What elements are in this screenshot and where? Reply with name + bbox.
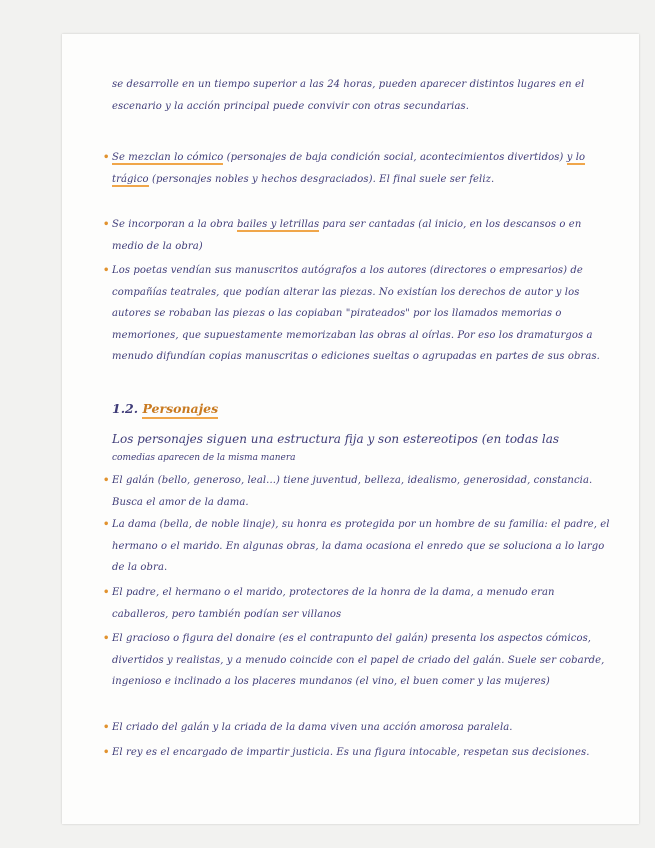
paragraph-continuation <box>112 74 612 117</box>
bullet-dash: • <box>103 219 110 230</box>
highlight-bailes: bailes y letrillas <box>237 219 320 230</box>
bullet-dash: • <box>103 747 110 758</box>
paragraph-text: se desarrolle en un tiempo superior a las 24 horas, pueden aparecer distintos lugares en el escenario y la acción principal puede convivir con otras secundarias. <box>112 79 585 112</box>
item-text: (personajes de baja condición social, acontecimientos divertidos) <box>223 152 567 163</box>
item-text: Los poetas vendían sus manuscritos autógrafos a los autores (directores o empresarios) de compañías teatrales, que podían alterar las piezas. No existían los derechos de autor y los autores se robaban las piezas o las copiaban "pirateados" por los llamados memorias o memoriones, que supuestamente memorizaban las obras al oírlas. Por eso los dramaturgos a menudo difundían copias manuscritas o ediciones sueltas o agrupadas en partes de sus obras. <box>112 265 600 362</box>
list-item <box>103 582 612 625</box>
bullet-dash: • <box>103 722 110 733</box>
bullet-dash: • <box>103 152 110 163</box>
item-text: El criado del galán y la criada de la dama viven una acción amorosa paralela. <box>112 722 513 733</box>
list-item <box>103 470 612 513</box>
bullet-dash: • <box>103 633 110 644</box>
item-text: Se incorporan a la obra <box>112 219 237 230</box>
item-text: El rey es el encargado de impartir justicia. Es una figura intocable, respetan sus decisiones. <box>112 747 590 758</box>
bullet-dash: • <box>103 475 110 486</box>
list-item <box>103 214 612 257</box>
list-item <box>103 628 612 693</box>
item-text: para ser cantadas (al inicio, en los descansos o en medio de la obra) <box>112 219 582 252</box>
section-heading <box>112 401 218 416</box>
bullet-dash: • <box>103 265 110 276</box>
list-item <box>103 717 612 739</box>
bullet-dash: • <box>103 519 110 530</box>
list-item <box>103 147 612 190</box>
list-item <box>103 742 612 764</box>
intro-main: Los personajes siguen una estructura fija y son estereotipos (en todas las <box>112 432 560 446</box>
list-item <box>103 260 612 368</box>
highlight-tragico: y lo trágico <box>112 152 586 185</box>
notebook-page <box>62 34 639 824</box>
item-text: La dama (bella, de noble linaje), su honra es protegida por un hombre de su familia: el padre, el hermano o el marido. En algunas obras, la dama ocasiona el enredo que se soluciona a lo largo de la obra. <box>112 519 610 573</box>
intro-sub: comedias aparecen de la misma manera <box>112 453 296 463</box>
bullet-dash: • <box>103 587 110 598</box>
section-number: 1.2. <box>112 401 139 416</box>
section-intro <box>112 429 592 466</box>
item-text: El padre, el hermano o el marido, protectores de la honra de la dama, a menudo eran caballeros, pero también podían ser villanos <box>112 587 555 620</box>
item-text: El galán (bello, generoso, leal...) tiene juventud, belleza, idealismo, generosidad, constancia. Busca el amor de la dama. <box>112 475 593 508</box>
item-text: El gracioso o figura del donaire (es el contrapunto del galán) presenta los aspectos cómicos, divertidos y realistas, y a menudo coincide con el papel de criado del galán. Suele ser cobarde, ingenioso e inclinado a los placeres mundanos (el vino, el buen comer y las mujeres) <box>112 633 605 687</box>
item-text: (personajes nobles y hechos desgraciados). El final suele ser feliz. <box>148 173 495 185</box>
list-item <box>103 514 612 579</box>
highlight-comico: Se mezclan lo cómico <box>112 152 224 163</box>
section-title: Personajes <box>142 401 218 419</box>
